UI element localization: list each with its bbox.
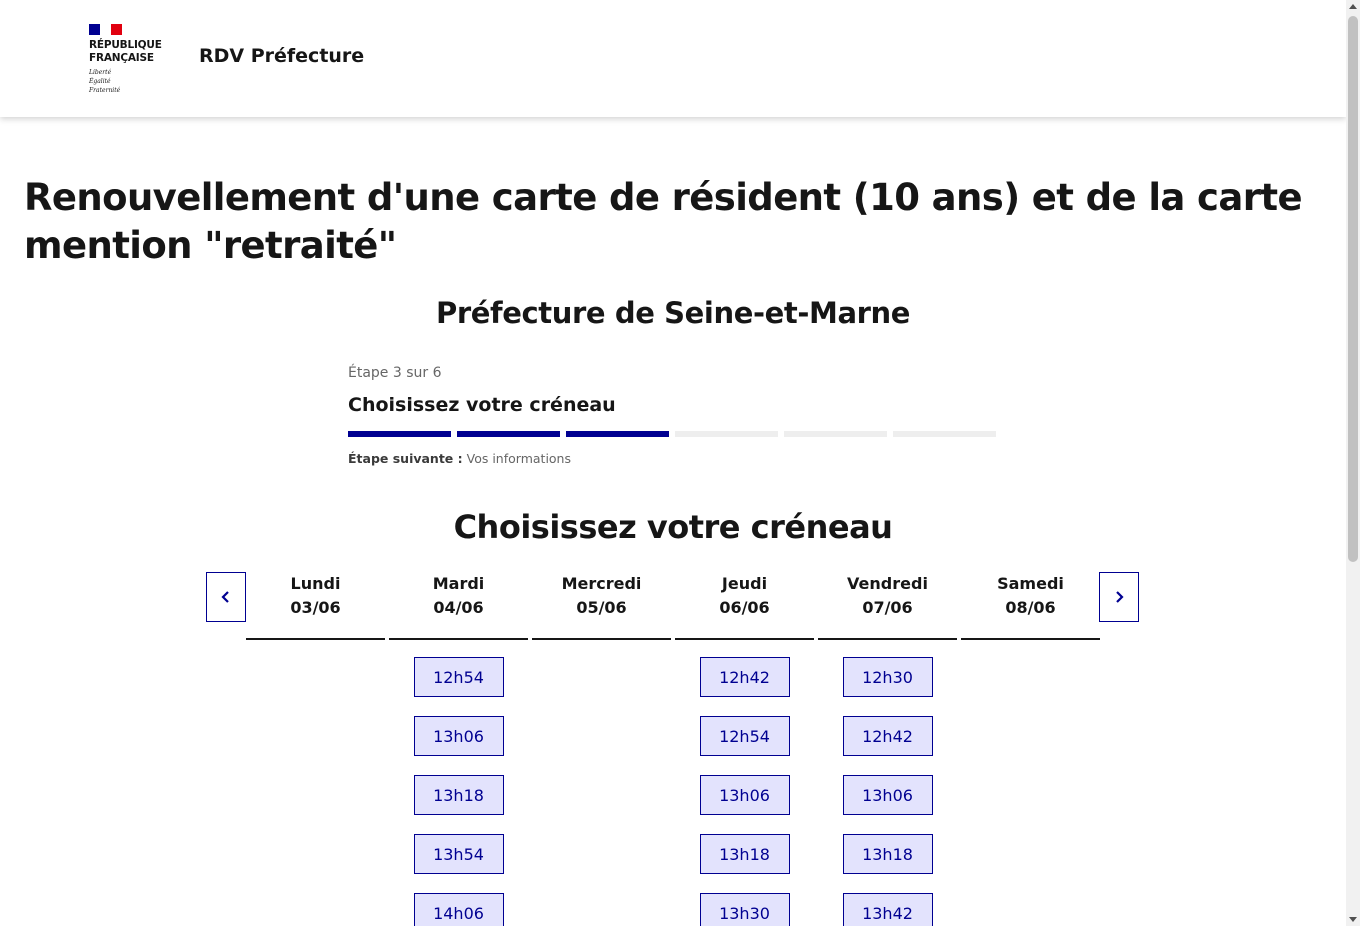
chevron-right-icon: [1113, 590, 1125, 604]
day-column: [818, 572, 957, 926]
day-name: Mercredi: [561, 574, 642, 593]
time-slot-button[interactable]: 13h18: [843, 834, 933, 874]
stepper-title: Choisissez votre créneau: [348, 394, 616, 416]
time-slot-button[interactable]: 12h54: [414, 657, 504, 697]
day-name: Vendredi: [847, 574, 928, 593]
stepper: [348, 363, 998, 466]
stepper-bar: [348, 431, 451, 437]
logo-francaise: FRANÇAISE: [89, 52, 154, 64]
logo-motto: [89, 68, 169, 95]
stepper-next-label: Étape suivante :: [348, 451, 463, 466]
day-column: [246, 572, 385, 657]
motto-egalite: Égalité: [89, 78, 111, 85]
day-header: [389, 572, 528, 640]
french-flag-icon: [89, 24, 122, 35]
stepper-next-step: [348, 451, 998, 466]
time-slot-button[interactable]: 13h18: [700, 834, 790, 874]
vertical-scrollbar[interactable]: [1346, 0, 1360, 926]
day-date: 05/06: [576, 598, 627, 617]
slot-list: [675, 657, 814, 926]
day-header: [246, 572, 385, 640]
day-date: 03/06: [290, 598, 341, 617]
stepper-progress: [348, 431, 998, 437]
day-header: [961, 572, 1100, 640]
day-header: [818, 572, 957, 640]
prefecture-name: Préfecture de Seine-et-Marne: [435, 296, 911, 330]
day-date: 08/06: [1005, 598, 1056, 617]
day-name: Jeudi: [721, 574, 768, 593]
time-slot-button[interactable]: 13h06: [700, 775, 790, 815]
day-header: [532, 572, 671, 640]
day-date: 04/06: [433, 598, 484, 617]
day-column: [532, 572, 671, 657]
day-name: Samedi: [997, 574, 1064, 593]
day-column: [389, 572, 528, 926]
day-name: Mardi: [432, 574, 485, 593]
stepper-bar: [893, 431, 996, 437]
next-week-button[interactable]: [1099, 572, 1139, 622]
day-column: [675, 572, 814, 926]
stepper-bar: [566, 431, 669, 437]
time-slot-button[interactable]: 13h30: [700, 893, 790, 926]
day-date: 07/06: [862, 598, 913, 617]
time-slot-button[interactable]: 12h54: [700, 716, 790, 756]
time-slot-button[interactable]: 13h06: [414, 716, 504, 756]
day-name: Lundi: [290, 574, 341, 593]
page-title: Renouvellement d'une carte de résident (10 ans) et de la carte mention "retraité": [24, 176, 1302, 267]
motto-liberte: Liberté: [89, 69, 112, 76]
stepper-bar: [784, 431, 887, 437]
stepper-bar: [675, 431, 778, 437]
logo-republique: RÉPUBLIQUE: [89, 39, 162, 51]
motto-fraternite: Fraternité: [89, 87, 121, 94]
day-header: [675, 572, 814, 640]
scroll-up-arrow-icon[interactable]: [1349, 4, 1357, 9]
republique-francaise-logo[interactable]: [89, 24, 169, 96]
scroll-down-arrow-icon[interactable]: [1349, 917, 1357, 922]
time-slot-button[interactable]: 12h42: [700, 657, 790, 697]
day-column: [961, 572, 1100, 657]
day-date: 06/06: [719, 598, 770, 617]
slot-list: [818, 657, 957, 926]
scrollbar-thumb[interactable]: [1348, 16, 1358, 562]
site-header: [0, 0, 1346, 117]
logo-text: [89, 39, 169, 65]
time-slot-button[interactable]: 13h54: [414, 834, 504, 874]
service-title[interactable]: RDV Préfecture: [199, 45, 365, 67]
previous-week-button[interactable]: [206, 572, 246, 622]
chevron-left-icon: [220, 590, 232, 604]
time-slot-button[interactable]: 12h42: [843, 716, 933, 756]
time-slot-button[interactable]: 14h06: [414, 893, 504, 926]
calendar-heading: Choisissez votre créneau: [453, 508, 893, 546]
slot-list: [389, 657, 528, 926]
stepper-bar: [457, 431, 560, 437]
stepper-state: Étape 3 sur 6: [348, 365, 442, 381]
time-slot-button[interactable]: 13h06: [843, 775, 933, 815]
stepper-next-value: Vos informations: [466, 451, 571, 466]
time-slot-button[interactable]: 12h30: [843, 657, 933, 697]
time-slot-button[interactable]: 13h18: [414, 775, 504, 815]
time-slot-button[interactable]: 13h42: [843, 893, 933, 926]
